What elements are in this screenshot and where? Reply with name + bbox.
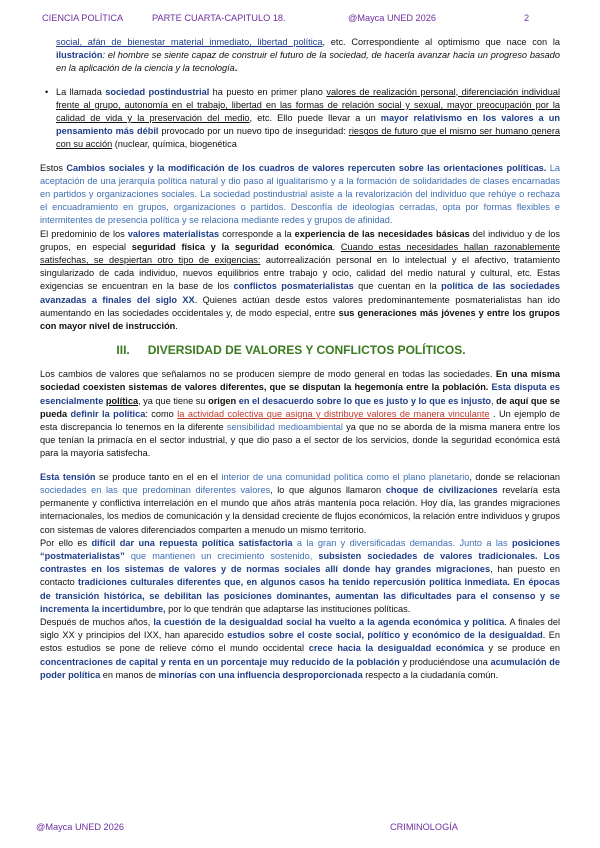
paragraph-5: Esta tensión se produce tanto en el en el interior de una comunidad política como el plano planetario, donde se relacionan sociedades en las que predominan diferentes valores, lo que algunos llamaron choque de civilizaciones revelaría esta permanente y conflictiva interrelación en el mundo que años atrás mantenía poca relación. Hoy día, las grandes migraciones internacionales, los medios de comunicación y la densidad creciente de flujos económicos, la relación entre individuos y grupos con sistemas de valores diferenciados comparten a menudo un mismo territorio. (40, 471, 561, 535)
page-body (40, 36, 560, 682)
header-page-number: 2 (524, 13, 530, 23)
paragraph-3: El predominio de los valores materialistas corresponde a la experiencia de las necesidades básicas del individuo y de los grupos, en especial seguridad física y la seguridad económica. Cuando estas necesidades hallan razonablemente satisfechas, se despiertan otro tipo de exigencias: autorrealización personal en lo intelectual y el afectivo, tratamiento singularizado de cada individuo, nuevos equilibrios entre trabajo y ocio, calidad del medio natural y cultural, etc. Estas exigencias se encuentran en la base de los conflictos posmaterialistas que cuentan en la política de las sociedades avanzadas a finales del siglo XX. Quienes actúan desde estos valores predominantemente posmaterialistas han ido aumentando en las sociedades occidentales y, de modo especial, entre sus generaciones más jóvenes y entre los grupos con mayor nivel de instrucción. (40, 228, 561, 332)
page-header (0, 13, 600, 27)
section-title: DIVERSIDAD DE VALORES Y CONFLICTOS POLÍTICOS. (147, 343, 466, 358)
bullet-postindustrial: • La llamada sociedad postindustrial ha puesto en primer plano valores de realización personal, diferenciación individual frente al grupo, autonomía en el trabajo, libertad en las formas de relación social y sexual, mayor preocupación por la calidad de vida y la preservación del medio, etc. Ello puede llevar a un mayor relativismo en los valores a un pensamiento más débil provocado por un nuevo tipo de inseguridad: riesgos de futuro que el mismo ser humano genera con su acción (nuclear, química, biogenética (45, 86, 561, 150)
header-part: PARTE CUARTA-CAPITULO 18. (152, 13, 286, 23)
bullet-dot: • (45, 86, 49, 97)
paragraph-4: Los cambios de valores que señalamos no se producen siempre de modo general en todas las sociedades. En una misma sociedad coexisten sistemas de valores diferentes, que se disputan la hegemonía entre la población. Esta disputa es esencialmente política, ya que tiene su origen en el desacuerdo sobre lo que es justo y lo que es injusto, de aquí que se pueda definir la política: como la actividad colectiva que asigna y distribuye valores de manera vinculante . Un ejemplo de esta discrepancia lo tenemos en la diferente sensibilidad medioambiental ya que no se aborda de la misma manera entre los que tenían la primacía en el sector industrial, y que dio paso a el sector de los servicios, donde la seguridad económica está para la mayoría satisfecha. (40, 369, 561, 459)
paragraph-2: Estos Cambios sociales y la modificación de los cuadros de valores repercuten sobre las orientaciones políticas. La aceptación de una jerarquía política natural y dio paso al igualitarismo y a la formación de solidaridades de clases encarnadas en partidos y organizaciones sociales. La sociedad postindustrial asiste a la revalorización del individuo que rehúye o rechaza el encuadramiento en grupos, organizaciones o partidos. Desconfía de ideologías cerradas, opta por formas flexibles e intermitentes de presencia política y se relaciona mediante redes y grupos de afinidad. (40, 162, 560, 226)
footer-subject: CRIMINOLOGÍA (390, 822, 458, 832)
footer-author: @Mayca UNED 2026 (36, 822, 124, 832)
paragraph-1: social, afán de bienestar material inmediato, libertad política, etc. Correspondiente al optimismo que nace con la ilustración: el hombre se siente capaz de construir el futuro de la sociedad, de hacerla avanzar hacia un progreso basado en la aplicación de la ciencia y la tecnología. (56, 37, 560, 74)
paragraph-6: Por ello es difícil dar una repuesta política satisfactoria a la gran y diversificadas demandas. Junto a las posiciones “postmaterialistas” que mantienen un crecimiento sostenido, subsisten sociedades de valores tradicionales. Los contrastes en los sistemas de valores y de normas sociales allí donde hay grandes migraciones, han puesto en contacto tradiciones culturales diferentes que, en algunos casos ha tenido repercusión política inmediata. En épocas de transición histórica, se debilitan las posiciones dominantes, aumentan las dificultades para el consenso y se incrementa la incertidumbre, por lo que tendrán que adaptarse las instituciones políticas. (40, 537, 560, 614)
page-footer (0, 822, 600, 836)
section-number: III. (116, 343, 130, 358)
header-author: @Mayca UNED 2026 (348, 13, 436, 23)
header-subject: CIENCIA POLÍTICA (42, 13, 124, 23)
paragraph-7: Después de muchos años, la cuestión de la desigualdad social ha vuelto a la agenda económica y política. A finales del siglo XX y principios del IXX, han aparecido estudios sobre el coste social, político y económico de la desigualdad. En estos estudios se pone de relieve cómo el mundo occidental crece hacia la desigualdad económica y se produce en concentraciones de capital y renta en un porcentaje muy reducido de la población y produciéndose una acumulación de poder política en manos de minorías con una influencia desproporcionada respecto a la ciudadanía común. (40, 616, 561, 680)
section-heading (40, 343, 560, 358)
